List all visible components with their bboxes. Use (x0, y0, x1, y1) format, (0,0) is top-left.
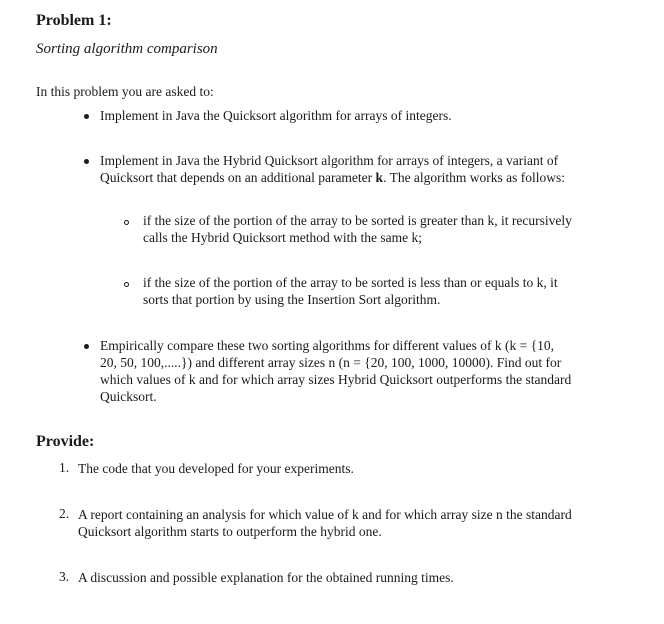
param-k-bold: k (375, 170, 384, 185)
provide-item-3-number: 3. (59, 569, 70, 584)
bullet-3-line-4: Quicksort. (100, 389, 157, 404)
provide-title: Provide: (36, 433, 95, 450)
sub-bullet-icon (124, 282, 129, 287)
sub-bullet-icon (124, 220, 129, 225)
bullet-3-line-1: Empirically compare these two sorting algorithms for different values of k (k = {10, (100, 338, 554, 353)
bullet-2-line-2: Quicksort that depends on an additional parameter k. The algorithm works as follows: (100, 170, 566, 185)
provide-item-1-text: The code that you developed for your experiments. (78, 461, 354, 476)
bullet-1-text: Implement in Java the Quicksort algorithm for arrays of integers. (100, 108, 452, 123)
bullet-icon (84, 114, 89, 119)
bullet-icon (84, 159, 89, 164)
sub-bullet-2-line-2: sorts that portion by using the Insertion Sort algorithm. (143, 292, 441, 307)
intro-text: In this problem you are asked to: (36, 84, 214, 99)
bullet-3-line-3: which values of k and for which array sizes Hybrid Quicksort outperforms the standard (100, 372, 572, 387)
provide-item-3-text: A discussion and possible explanation for the obtained running times. (78, 570, 454, 585)
sub-bullet-2-line-1: if the size of the portion of the array to be sorted is less than or equals to k, it (143, 275, 558, 290)
sub-bullet-1-line-1: if the size of the portion of the array to be sorted is greater than k, it recursively (143, 213, 572, 228)
sub-bullet-1-line-2: calls the Hybrid Quicksort method with the same k; (143, 230, 422, 245)
provide-item-2-number: 2. (59, 506, 70, 521)
problem-title: Problem 1: (36, 12, 112, 29)
bullet-3-line-2: 20, 50, 100,.....}) and different array sizes n (n = {20, 100, 1000, 10000). Find out for (100, 355, 562, 370)
bullet-icon (84, 344, 89, 349)
bullet-2-line-1: Implement in Java the Hybrid Quicksort algorithm for arrays of integers, a variant of (100, 153, 559, 168)
provide-item-2-line-2: Quicksort algorithm starts to outperform the hybrid one. (78, 524, 382, 539)
problem-subtitle: Sorting algorithm comparison (36, 41, 218, 57)
provide-item-1-number: 1. (59, 460, 70, 475)
provide-item-2-line-1: A report containing an analysis for which value of k and for which array size n the standard (78, 507, 572, 522)
